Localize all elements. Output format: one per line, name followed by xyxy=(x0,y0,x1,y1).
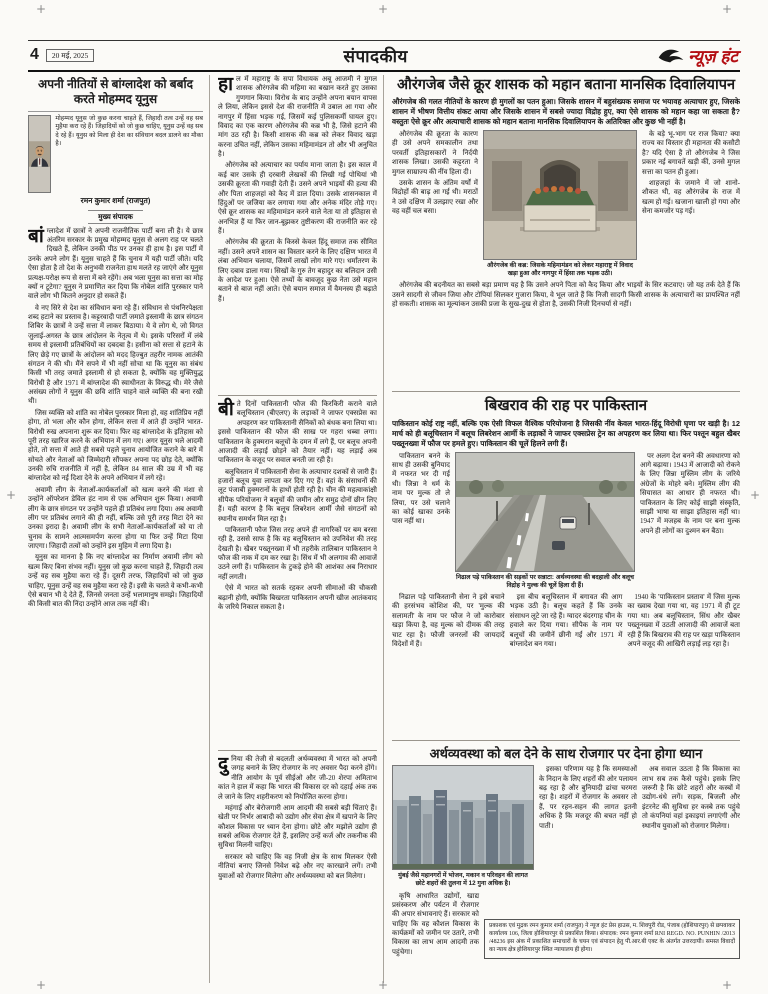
highway-caption: निढाल पड़े पाकिस्तान की सड़कों पर सन्नाटा: अर्थव्यवस्था की बदहाली और बलूच विद्रोह ने मुल्क की चूलें हिला दी हैं। xyxy=(456,573,634,589)
paragraph: औरंगजेब की क्रूरता के कारण ही उसे अपने समकालीन तथा परवर्ती इतिहासकारों ने निर्दयी शासक लिखा। उसकी कट्टरता ने मुगल साम्राज्य की नींव हिला दी। xyxy=(392,130,478,176)
aurangzeb-headline: औरंगजेब जैसे क्रूर शासक को महान बताना मानसिक दिवालियापन xyxy=(396,77,736,93)
eagle-icon xyxy=(657,46,685,64)
lead-text: ते दिनों पाकिस्तानी फौज की किरकिरी कराने वाले बलूचिस्तान (बीएलए) के लड़ाकों ने जाफर एक्सप्रेस का अपहरण कर पाकिस्तानी सैनिकों को बंधक बना लिया था। इससे पाकिस्तान की फौज की साख पर गहरा धब्बा लगा। पाकिस्तान के हुक्मरान बलूचों के दमन में लगे हैं, पर बलूच अपनी आजादी की लड़ाई छोड़ने को तैयार नहीं। यह लड़ाई अब पाकिस्तान के वजूद पर सवाल बनती जा रही है। xyxy=(218,400,377,465)
paragraph: वे नए सिरे से देश का संविधान बना रहे हैं। संविधान से पंथनिरपेक्षता शब्द हटाने का प्रस्ताव है। कट्टरवादी पार्टी जमाते इस्लामी के छात्र संगठन शिबिर के छात्रों ने उन्हें सत्ता में लाकर बिठाया। ये वे लोग थे, जो विगत जुलाई-अगस्त के छात्र आंदोलन के नेतृत्व में थे। इसके परिसरों में लंबे समय से इस्लामी प्रतिबंधियों का दबदबा है। हसीना को सत्ता से हटाने के लिए छेड़े गए छात्रों के आंदोलन को मदद हिज्बुत तहरीर नामक आतंकी संगठन ने की थी। मैंने सपने में भी नहीं सोचा था कि यूनुस का संबंध किसी भी तरह जमाते इस्लामी से हो सकता है, क्योंकि वह मुक्तियुद्ध विरोधी है और 1971 में बांग्लादेश की स्वाधीनता के विरुद्ध थी। मेरे जैसे असंख्य लोगों ने यूनुस की छवि शांति चाहने वाले व्यक्ति की बना रखी थी। xyxy=(28,303,203,406)
pakistan-bottom-col2 xyxy=(510,593,623,651)
highway-figure xyxy=(455,452,635,590)
editorial-economy-comment xyxy=(218,750,377,981)
yunus-photo-row xyxy=(28,115,203,193)
date-box: 20 मई, 2025 xyxy=(46,49,94,62)
imprint-box: प्रकाशक एवं मुद्रक रमन कुमार शर्मा (राजपुत) ने न्यूज हंट प्रेस हाउस, म. शिवपुरी रोड, पंजाब (होशियारपुर) से छपवाकर कार्यालय 106, जिला होशियारपुर से प्रकाशित किया। संपादक: रमन कुमार शर्मा RNI REGD. NO. PUNHIN /2013 /48236 इस अंक में प्रकाशित समाचारों के चयन एवं संपादन हेतु पी.आर.बी एक्ट के अंतर्गत उत्तरदायी। समस्त विवादों का न्याय क्षेत्र होशियारपुर स्थित न्यायालय ही होगा। xyxy=(484,919,740,959)
paragraph: औरंगजेब की क्रूरता के किस्से केवल हिंदू समाज तक सीमित नहीं। उसने अपने शासन का विस्तार करने के लिए दक्षिण भारत में लंबा अभियान चलाया, जिसमें लाखों लोग मारे गए। धर्मांतरण के लिए दबाव डाला गया। सिखों के गुरु तेग बहादुर का बलिदान उसी के आदेश पर हुआ। ऐसे तथ्यों के बावजूद कुछ नेता उसे महान बताने से बाज नहीं आते। ऐसे बयान समाज में वैमनस्य ही बढ़ाते हैं। xyxy=(218,238,377,303)
page-header xyxy=(28,40,740,72)
economy-bottom-row xyxy=(392,892,740,960)
pakistan-right-col xyxy=(640,452,740,590)
city-caption: मुंबई जैसे महानगरों में भोजन, मकान व परिवहन की लागत छोटे शहरों की तुलना में 12 गुना अधिक है। xyxy=(398,872,528,888)
masthead-title: न्यूज़ हंट xyxy=(688,46,738,66)
byline-block xyxy=(28,196,203,224)
paragraph: उसके शासन के अंतिम वर्षों में विद्रोहों की बाढ़ आ गई थी। मराठों ने उसे दक्षिण में उलझाए रखा और वह वहीं चल बसा। xyxy=(392,178,478,216)
page-body xyxy=(28,40,740,986)
lead-text: ल में महाराष्ट्र के सपा विधायक अबू आजमी ने मुगल शासक औरंगजेब की महिमा का बखान करते हुए उसका गुणगान किया। विरोध के बाद उन्होंने अपना बयान वापस ले लिया, लेकिन इससे देश की राजनीति में उबाल आ गया और नागपुर में हिंसा भड़क गई, जिसमें कई पुलिसकर्मी घायल हुए। विवाद का एक कारण औरंगजेब की कब्र भी है, जिसे हटाने की मांग उठ रही है। किसी शासक की कब्र को लेकर विवाद खड़ा करना उचित नहीं, लेकिन उसका महिमामंडन तो और भी अनुचित है। xyxy=(218,75,377,158)
paragraph: अब सवाल उठता है कि विकास का लाभ सब तक कैसे पहुंचे। इसके लिए जरूरी है कि छोटे शहरों और कस्बों में उद्योग-धंधे लगें। सड़क, बिजली और इंटरनेट की सुविधा हर कस्बे तक पहुंचे तो कंपनियां वहां इकाइयां लगाएंगी और स्थानीय युवाओं को रोजगार मिलेगा। xyxy=(642,765,740,830)
paragraph: पाकिस्तान बनने के साथ ही उसकी बुनियाद में नफरत भर दी गई थी। जिन्ना ने धर्म के नाम पर मुल्क तो ले लिया, पर उसे चलाने का कोई खाका उनके पास नहीं था। xyxy=(392,451,450,526)
paragraph: अवामी लीग के नेताओं-कार्यकर्ताओं को खत्म करने की मंशा से उन्होंने ऑपरेशन डेविल हंट नाम से एक अभियान शुरू किया। अवामी लीग के छात्र संगठन पर उन्होंने पहले ही प्रतिबंध लगा दिया। अब अवामी लीग पर प्रतिबंध लगाने की ही नहीं, बल्कि उसे पूरी तरह मिटा देने का उनका इरादा है। अवामी लीग के सभी नेताओं-कार्यकर्ताओं को या तो चुनाव के सामने आत्मसमर्पण करना होगा या फिर उन्हें मिटा दिया जाएगा। जिहादी तत्वों को उन्होंने इस मुहिम में लगा दिया है। xyxy=(28,485,203,551)
pakistan-left-col xyxy=(392,452,450,590)
paragraph: ऐसे में भारत को सतर्क रहकर अपनी सीमाओं की चौकसी बढ़ानी होगी, क्योंकि बिखरता पाकिस्तान अपनी खीज आतंकवाद के जरिये निकाल सकता है। xyxy=(218,584,377,611)
crop-mark: + xyxy=(36,2,47,16)
city-figure xyxy=(392,765,534,888)
crop-mark: + xyxy=(36,978,47,992)
dropcap: दु xyxy=(218,754,229,775)
editorial-aurangzeb-comment xyxy=(218,75,377,391)
pakistan-headline: बिखराव की राह पर पाकिस्तान xyxy=(484,397,648,414)
paragraph: निढाल पड़े पाकिस्तानी सेना ने इसे बचाने की हरसंभव कोशिश की, पर 'मुल्क की सलामती' के नाम पर फौज ने जो कारोबार खड़ा किया है, वह मुल्क को दीमक की तरह चाट रहा है। फौजी जनरलों की जायदादें विदेशों में हैं। xyxy=(392,593,505,648)
pakistan-bottom-columns xyxy=(392,593,740,651)
aurangzeb-intro: औरंगजेब की गलत नीतियों के कारण ही मुगलों का पतन हुआ। जिसके शासन में बहुसंख्यक समाज पर भयावह अत्याचार हुए, जिसके शासन में भीषण वित्तीय संकट आया और जिसके शासन में सबसे ज्यादा विद्रोह हुए, क्या ऐसे शासक को महान कहा जा सकता है? वस्तुतः ऐसे क्रूर और अत्याचारी शासक को महान बताना मानसिक दिवालियापन के अतिरिक्त और कुछ भी नहीं है। xyxy=(392,97,740,127)
economy-col1 xyxy=(539,765,637,888)
economy-columns xyxy=(392,765,740,888)
paragraph: यूनुस का मानना है कि नए बांग्लादेश का निर्माण अवामी लीग को खत्म किए बिना संभव नहीं। यूनुस जो कुछ करना चाहते हैं, जिहादी तत्व उन्हें वह सब मुहैया करा रहे हैं। दूसरी तरफ, जिहादियों को जो कुछ चाहिए, यूनुस उन्हें वह सब मुहैया करा रहे हैं। इसी के चलते वे कभी-कभी ऐसे बयान भी दे देते हैं, जिनसे जनता उन्हें भलामानुष समझे। जिहादियों की किसी बात की निंदा उन्होंने आज तक नहीं की। xyxy=(28,553,203,609)
editorial-paragraphs xyxy=(218,468,377,613)
lead-text: ग्लादेश में छात्रों ने अपनी राजनीतिक पार्टी बना ली है। ये छात्र अंतरिम सरकार के प्रमुख मोहम्मद यूनुस से अलग राह पर चलते दिखते हैं, लेकिन उनकी पीठ पर उनका ही हाथ है। इस पार्टी में उनके अपने लोग हैं। यूनुस चाहते हैं कि चुनाव में यही पार्टी जीते। यदि ऐसा होता है तो देश के अनुभवी राजनेता हाथ मलते रह जाएंगे और यूनुस प्रत्यक्ष-परोक्ष रूप से सत्ता में बने रहेंगे। अब भला यूनुस का सत्ता का मोह क्यों न टूटेगा? यूनुस ने प्रमाणित कर दिया कि नोबेल शांति पुरस्कार पाने वाले लोग भी कितने अनुदार हो सकते हैं। xyxy=(28,226,203,301)
crop-mark: + xyxy=(378,978,389,992)
paragraph: औरंगजेब की बदनीयत का सबसे बड़ा प्रमाण यह है कि उसने अपने पिता को कैद किया और भाइयों के सिर कटवाए। जो यह तर्क देते हैं कि उसने सादगी से जीवन जिया और टोपियां सिलकर गुजारा किया, वे भूल जाते हैं कि निजी सादगी किसी शासक के अत्याचारों का प्रायश्चित नहीं हो सकती। शासक का मूल्यांकन उसकी प्रजा के सुख-दुख से होता है, उसकी निजी दिनचर्या से नहीं। xyxy=(392,281,740,309)
yunus-body xyxy=(28,227,203,610)
paragraph: महंगाई और बेरोजगारी आम आदमी की सबसे बड़ी चिंताएं हैं। खेती पर निर्भर आबादी को उद्योग और सेवा क्षेत्र में खपाने के लिए कौशल विकास पर ध्यान देना होगा। छोटे और मझोले उद्योग ही सबसे अधिक रोजगार देते हैं, इसलिए उन्हें कर्ज और तकनीक की सुविधा मिलनी चाहिए। xyxy=(218,803,377,850)
aurangzeb-right-col xyxy=(642,130,740,278)
paragraph: बलूचिस्तान में पाकिस्तानी सेना के अत्याचार दशकों से जारी हैं। हजारों बलूच युवा लापता कर दिए गए हैं। वहां के संसाधनों की लूट पंजाबी हुक्मरानों के हाथों होती रही है। चीन की महत्वाकांक्षी सीपैक परियोजना ने बलूचों की जमीन और समुद्र दोनों छीन लिए हैं। यही कारण है कि बलूच लिबरेशन आर्मी जैसे संगठनों को स्थानीय समर्थन मिल रहा है। xyxy=(218,467,377,523)
pakistan-intro: पाकिस्तान कोई राष्ट्र नहीं, बल्कि एक ऐसी विफल वैश्विक परियोजना है जिसकी नींव केवल भारत-हिंदू विरोधी घृणा पर खड़ी है। 12 मार्च को ही बलूचिस्तान में बलूच लिबरेशन आर्मी के लड़ाकों ने जाफर एक्सप्रेस ट्रेन का अपहरण कर लिया था। फिर पश्तून बहुल खैबर पख्तूनख्वा में फौज पर हमले हुए। पाकिस्तान की चूलें हिलने लगी हैं। xyxy=(392,418,740,448)
tomb-figure xyxy=(483,130,637,278)
yunus-photo xyxy=(28,115,51,193)
highway-photo xyxy=(455,452,635,572)
crop-mark: + xyxy=(722,2,733,16)
pakistan-bottom-col1 xyxy=(392,593,505,651)
paragraph: पाकिस्तानी फौज जिस तरह अपने ही नागरिकों पर बम बरसा रही है, उससे साफ है कि वह बलूचिस्तान को उपनिवेश की तरह देखती है। खैबर पख्तूनख्वा में भी तहरीके तालिबान पाकिस्तान ने फौज की नाक में दम कर रखा है। सिंध में भी अलगाव की आवाजें उठने लगी हैं। पाकिस्तान के टुकड़े होने की आशंका अब निराधार नहीं लगती। xyxy=(218,525,377,581)
lead-text: निया की तेजी से बदलती अर्थव्यवस्था में भारत को अपनी जगह बनाने के लिए रोजगार के नए अवसर पैदा करने होंगे। नीति आयोग के पूर्व सीईओ और जी-20 शेरपा अमिताभ कांत ने हाल में कहा कि भारत की विकास दर को दहाई अंक तक ले जाने के लिए शहरीकरण को नियोजित करना होगा। xyxy=(218,755,377,801)
article-aurangzeb xyxy=(392,75,740,387)
paragraph: जिस व्यक्ति को शांति का नोबेल पुरस्कार मिला हो, वह शांतिप्रिय नहीं होगा, तो भला और कौन होगा, लेकिन सत्ता में आते ही उन्होंने भारत-विरोधी रुख अपनाना शुरू कर दिया। फिर वह बांग्लादेश के इतिहास को पूरी तरह खारिज करने के अभियान में लग गए। अगर यूनुस भले आदमी होते, तो सत्ता में आते ही सबसे पहले चुनाव आयोजित कराने के बारे में सोचते और नेताओं को जिम्मेदारी सौंपकर अपना पद छोड़ देते, क्योंकि उनकी रुचि राजनीति में नहीं है, लेकिन 84 साल की उम्र में भी वह बांग्लादेश को नई दिशा देने के अपने अभियान में लगे रहे। xyxy=(28,408,203,483)
paragraph: औरंगजेब को अत्याचार का पर्याय माना जाता है। इस काल में कई बार उसके ही दरबारी लेखकों की लिखी गई पोथियां भी उसकी क्रूरता की गवाही देती हैं। उसने अपने भाइयों की हत्या की और पिता शाहजहां को कैद में डाल दिया। उसके शासनकाल में हिंदुओं पर जजिया कर लगाया गया और अनेक मंदिर तोड़े गए। ऐसे क्रूर शासक का महिमामंडन करने वाले नेता या तो इतिहास से अनभिज्ञ हैं या फिर जान-बूझकर तुष्टीकरण की राजनीति कर रहे हैं। xyxy=(218,161,377,235)
paragraph: के बड़े भू-भाग पर राज किया? क्या राज्य का विस्तार ही महानता की कसौटी है? यदि ऐसा है तो औरंगजेब ने जिस प्रकार नई बगावतें खड़ी कीं, उनसे मुगल सत्ता का पतन ही हुआ। xyxy=(642,130,740,176)
economy-headline: अर्थव्यवस्था को बल देने के साथ रोजगार पर देना होगा ध्यान xyxy=(429,746,703,761)
paragraph: इस बीच बलूचिस्तान में बगावत की आग भड़क उठी है। बलूच कहते हैं कि उनके संसाधन लूटे जा रहे हैं। ग्वादर बंदरगाह चीन के हवाले कर दिया गया। सीपैक के नाम पर बलूचों की जमीनें छीनी गईं और 1971 में बांग्लादेश बन गया। xyxy=(509,593,623,648)
aurangzeb-left-col xyxy=(392,130,478,278)
dropcap: बां xyxy=(28,225,44,247)
yunus-headline: अपनी नीतियों से बांग्लादेश को बर्बाद करते मोहम्मद यूनुस xyxy=(28,77,203,112)
paragraph: इसका परिणाम यह है कि समस्याओं के निदान के लिए शहरों की ओर पलायन बढ़ रहा है और बुनियादी ढांचा चरमरा रहा है। शहरों में रोजगार के अवसर तो हैं, पर रहन-सहन की लागत इतनी अधिक है कि मजदूर की बचत नहीं हो पाती। xyxy=(539,765,637,830)
crop-mark: + xyxy=(6,488,17,502)
byline-role: मुख्य संपादक xyxy=(88,210,143,224)
page-number: 4 xyxy=(30,46,39,63)
content-grid xyxy=(28,75,740,983)
right-column xyxy=(392,75,740,983)
tomb-caption: औरंगजेब की कब्र: जिसके महिमामंडन को लेकर महाराष्ट्र में विवाद खड़ा हुआ और नागपुर में हिंसा तक भड़क उठी। xyxy=(487,262,633,278)
editorial-balochistan xyxy=(218,395,377,746)
crop-mark: + xyxy=(750,488,761,502)
article-economy xyxy=(392,740,740,981)
aurangzeb-tomb-photo xyxy=(483,130,637,260)
dropcap: हा xyxy=(218,75,234,95)
article-pakistan xyxy=(392,391,740,736)
masthead-logo xyxy=(657,44,738,67)
paragraph: पर अलग देश बनने की अवधारणा को आगे बढ़ाया। 1943 में आजादी को रोकने के लिए जिन्ना मुस्लिम लीग के जरिये अंग्रेजों के मोहरे बने। मुस्लिम लीग की सियासत का आधार ही नफरत थी। पाकिस्तान के लिए कोई साझी संस्कृति, साझी भाषा या साझा इतिहास नहीं था। 1947 में मजहब के नाम पर बना मुल्क अपने ही लोगों का दुश्मन बन बैठा। xyxy=(640,451,740,535)
editorial-paragraphs xyxy=(218,161,377,304)
byline: रमन कुमार शर्मा (राजपुत) xyxy=(80,195,151,205)
crop-mark: + xyxy=(378,2,389,16)
aurangzeb-columns xyxy=(392,130,740,278)
yunus-paragraphs xyxy=(28,304,203,610)
paragraph: शाहजहां के जमाने में जो शानो-शौकत थी, वह औरंगजेब के राज में खत्म हो गई। खजाना खाली हो गया और सेना कमजोर पड़ गई। xyxy=(642,178,740,216)
paragraph: 1940 के 'पाकिस्तान प्रस्ताव' में जिस मुल्क का ख्वाब देखा गया था, वह 1971 में ही टूट गया था। अब बलूचिस्तान, सिंध और खैबर पख्तूनख्वा में उठती आजादी की आवाजें बता रही हैं कि बिखराव की राह पर खड़ा पाकिस्तान अपने वजूद की आखिरी लड़ाई लड़ रहा है। xyxy=(627,593,740,648)
dropcap: बी xyxy=(218,399,234,420)
economy-col3 xyxy=(392,892,479,960)
economy-col2 xyxy=(642,765,740,888)
aurangzeb-bottom xyxy=(392,281,740,309)
yunus-photo-caption: मोहम्मद यूनुस जो कुछ करना चाहते हैं, जिहादी तत्व उन्हें वह सब मुहैया करा रहे हैं। जिहादियों को जो कुछ चाहिए, यूनुस उन्हें वह सब दे रहे हैं। यूनुस को मिला ही देश का संविधान बदल डालने का मौका है। xyxy=(55,114,203,148)
paragraph: कृषि आधारित उद्योगों, खाद्य प्रसंस्करण और पर्यटन में रोजगार की अपार संभावनाएं हैं। सरकार को चाहिए कि वह कौशल विकास के कार्यक्रमों को जमीन पर उतारे, तभी विकास का लाभ आम आदमी तक पहुंचेगा। xyxy=(392,891,479,956)
crop-mark: + xyxy=(722,978,733,992)
editorial-paragraphs xyxy=(218,804,377,881)
header-left xyxy=(30,46,94,64)
section-title: संपादकीय xyxy=(343,46,408,66)
cityscape-photo xyxy=(392,765,534,870)
article-yunus xyxy=(28,75,210,983)
middle-column xyxy=(218,75,384,983)
pakistan-columns xyxy=(392,452,740,590)
pakistan-bottom-col3 xyxy=(627,593,740,651)
paragraph: सरकार को चाहिए कि वह निजी क्षेत्र के साथ मिलकर ऐसी नीतियां बनाए जिनसे निवेश बढ़े और नए कारखाने लगें। तभी युवाओं को रोजगार मिलेगा और अर्थव्यवस्था को बल मिलेगा। xyxy=(218,852,377,880)
